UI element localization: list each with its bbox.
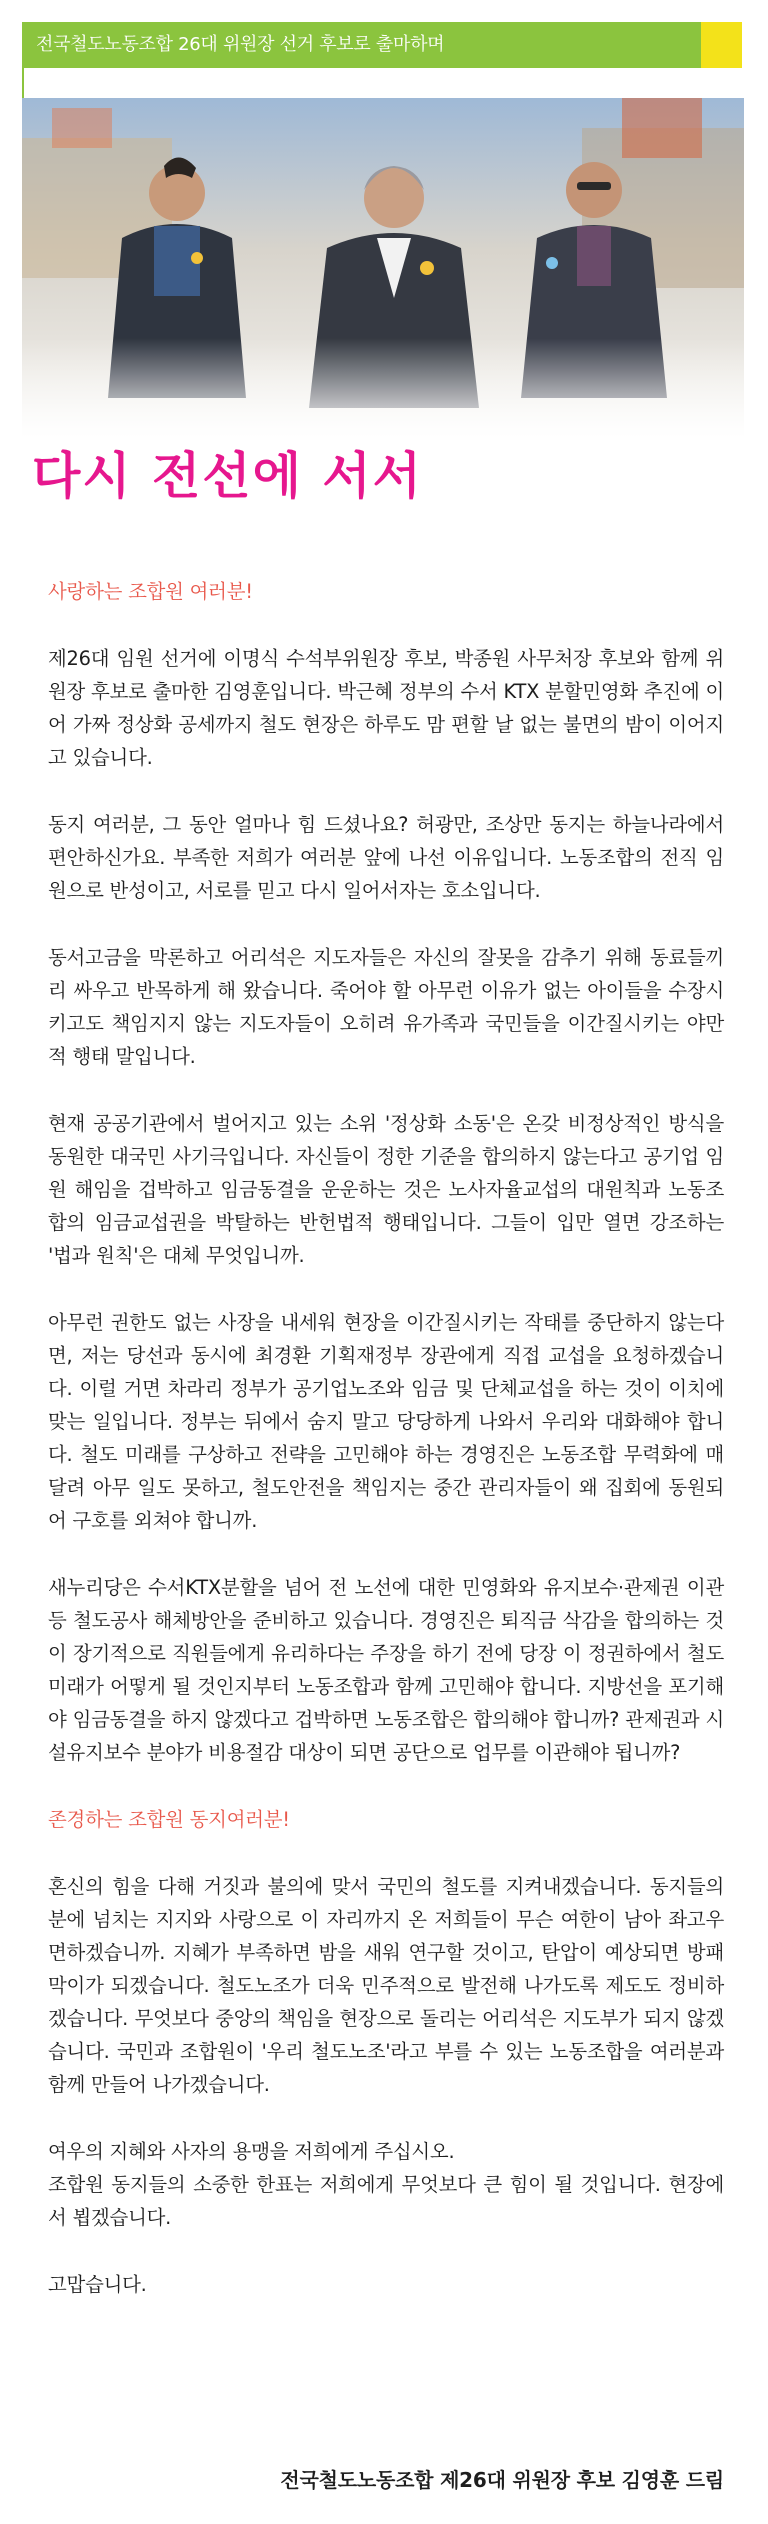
paragraph: 현재 공공기관에서 벌어지고 있는 소위 '정상화 소동'은 온갖 비정상적인 방식을 동원한 대국민 사기극입니다. 자신들이 정한 기준을 합의하지 않는다고 공기업 임원 해임을 겁박하고 임금동결을 운운하는 것은 노사자율교섭의 대원칙과 노동조합의 임금교섭권을 박탈하는 반헌법적 행태입니다. 그들이 입만 열면 강조하는 '법과 원칙'은 대체 무엇입니까. xyxy=(48,1112,724,1267)
header-connector-line xyxy=(22,68,24,98)
greeting-2: 존경하는 조합원 동지여러분! xyxy=(48,1808,290,1831)
paragraph: 아무런 권한도 없는 사장을 내세워 현장을 이간질시키는 작태를 중단하지 않는다면, 저는 당선과 동시에 최경환 기획재정부 장관에게 직접 교섭을 요청하겠습니다. 이럴 거면 차라리 정부가 공기업노조와 임금 및 단체교섭을 하는 것이 이치에 맞는 일입니다. 정부는 뒤에서 숨지 말고 당당하게 나와서 우리와 대화해야 합니다. 철도 미래를 구상하고 전략을 고민해야 하는 경영진은 노동조합 무력화에 매달려 아무 일도 못하고, 철도안전을 책임지는 중간 관리자들이 왜 집회에 동원되어 구호를 외쳐야 합니까. xyxy=(48,1311,724,1532)
paragraph: 동서고금을 막론하고 어리석은 지도자들은 자신의 잘못을 감추기 위해 동료들끼리 싸우고 반목하게 해 왔습니다. 죽어야 할 아무런 이유가 없는 아이들을 수장시키고도 책임지지 않는 지도자들이 오히려 유가족과 국민들을 이간질시키는 야만적 행태 말입니다. xyxy=(48,946,724,1068)
headline: 다시 전선에 서서 xyxy=(32,446,423,505)
paragraph: 제26대 임원 선거에 이명식 수석부위원장 후보, 박종원 사무처장 후보와 함께 위원장 후보로 출마한 김영훈입니다. 박근혜 정부의 수서 KTX 분할민영화 추진에 이어 가짜 정상화 공세까지 철도 현장은 하루도 맘 편할 날 없는 불면의 밤이 이어지고 있습니다. xyxy=(48,647,724,769)
header-accent-block xyxy=(701,22,742,68)
header-title: 전국철도노동조합 26대 위원장 선거 후보로 출마하며 xyxy=(36,34,445,55)
greeting-1: 사랑하는 조합원 여러분! xyxy=(48,580,253,603)
paragraph: 여우의 지혜와 사자의 용맹을 저희에게 주십시오. 조합원 동지들의 소중한 한표는 저희에게 무엇보다 큰 힘이 될 것입니다. 현장에서 뵙겠습니다. xyxy=(48,2140,724,2229)
paragraph: 혼신의 힘을 다해 거짓과 불의에 맞서 국민의 철도를 지켜내겠습니다. 동지들의 분에 넘치는 지지와 사랑으로 이 자리까지 온 저희들이 무슨 여한이 남아 좌고우면하겠습니까. 지혜가 부족하면 밤을 새워 연구할 것이고, 탄압이 예상되면 방패막이가 되겠습니다. 철도노조가 더욱 민주적으로 발전해 나가도록 제도도 정비하겠습니다. 무엇보다 중앙의 책임을 현장으로 돌리는 어리석은 지도부가 되지 않겠습니다. 국민과 조합원이 '우리 철도노조'라고 부를 수 있는 노동조합을 여러분과 함께 만들어 나가겠습니다. xyxy=(48,1875,724,2096)
paragraph: 동지 여러분, 그 동안 얼마나 힘 드셨나요? 허광만, 조상만 동지는 하늘나라에서 편안하신가요. 부족한 저희가 여러분 앞에 나선 이유입니다. 노동조합의 전직 임원으로 반성이고, 서로를 믿고 다시 일어서자는 호소입니다. xyxy=(48,813,724,902)
closing: 고맙습니다. xyxy=(48,2273,147,2296)
letter-body xyxy=(48,575,724,2335)
candidates-photo xyxy=(22,98,744,438)
paragraph: 새누리당은 수서KTX분할을 넘어 전 노선에 대한 민영화와 유지보수·관제권 이관 등 철도공사 해체방안을 준비하고 있습니다. 경영진은 퇴직금 삭감을 합의하는 것이 장기적으로 직원들에게 유리하다는 주장을 하기 전에 당장 이 정권하에서 철도 미래가 어떻게 될 것인지부터 노동조합과 함께 고민해야 합니다. 지방선을 포기해야 임금동결을 하지 않겠다고 겁박하면 노동조합은 합의해야 합니까? 관제권과 시설유지보수 분야가 비용절감 대상이 되면 공단으로 업무를 이관해야 됩니까? xyxy=(48,1576,724,1764)
signature: 전국철도노동조합 제26대 위원장 후보 김영훈 드림 xyxy=(280,2468,724,2492)
header-bar xyxy=(22,22,742,68)
